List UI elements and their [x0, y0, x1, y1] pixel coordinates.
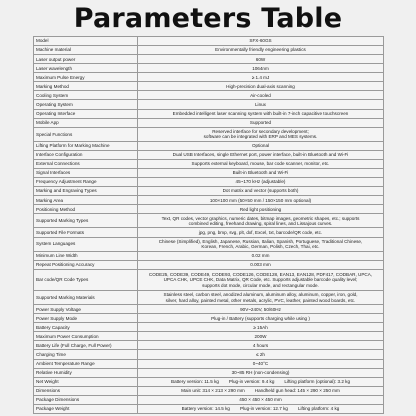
parameter-value [138, 196, 384, 205]
parameter-value [138, 237, 384, 251]
parameter-value-line: 450 × 450 × 450 mm [239, 397, 282, 403]
table-row [34, 341, 384, 350]
table-row [34, 150, 384, 159]
parameter-value [138, 269, 384, 290]
parameter-value-line: combined editing, freehand drawing, spiral lines, and Lissajous curves. [188, 220, 333, 226]
parameter-value-line: Stainless steel, carbon steel, anodized aluminum, aluminum alloy, aluminum, copper, iron, gold, [163, 292, 358, 298]
table-row [34, 73, 384, 82]
parameter-value-line: ≥ 1.4 mJ [251, 74, 270, 80]
parameter-value-line: Dual USB Interfaces, single Ethernet port, power interface, built-in Bluetooth and Wi-Fi [172, 152, 349, 158]
parameter-value-line: UPCA CHK, UPCE CHK, Data Matrix, QR Code, etc. Supports adjustable barcode quality level; [163, 277, 358, 283]
table-row [34, 291, 384, 305]
parameter-value [138, 187, 384, 196]
parameter-value-line: Built-in Bluetooth and Wi-Fi [232, 170, 289, 176]
parameter-value [138, 141, 384, 150]
table-row [34, 64, 384, 73]
parameter-label: Battery Capacity [34, 323, 138, 332]
parameter-label: Net Weight [34, 377, 138, 386]
parameter-label: Power Supply Mode [34, 314, 138, 323]
parameter-value-line: Chinese (Simplified), English, Japanese, Russian, Italian, Spanish, Portuguese, Traditional Chinese, [158, 238, 363, 244]
parameter-value-line: Text, QR codes, vector graphics, numeric dates, bitmap images, geometric shapes, etc.; supports [161, 215, 360, 221]
parameter-value-line: High-precision dual-axis scanning [226, 83, 295, 89]
parameter-value-line: Plug-in version: 9.4 kg [228, 379, 275, 385]
table-row [34, 350, 384, 359]
table-row [34, 314, 384, 323]
parameter-value [138, 368, 384, 377]
table-row [34, 100, 384, 109]
parameter-value-line: ≤ 2h [256, 351, 265, 357]
parameter-value-line: supports dot mode, circular mode, and rectangular mode. [202, 282, 319, 288]
table-row [34, 404, 384, 413]
parameter-label: Special Functions [34, 127, 138, 141]
parameter-value [138, 150, 384, 159]
parameter-value [138, 332, 384, 341]
parameter-label: Marking Area [34, 196, 138, 205]
table-row [34, 55, 384, 64]
table-row [34, 269, 384, 290]
parameter-label: Laser wavelength [34, 64, 138, 73]
parameter-value [138, 109, 384, 118]
parameter-label: Frequency Adjustment Range [34, 178, 138, 187]
parameter-value-line: software can be integrated with ERP and MES systems. [203, 134, 318, 140]
parameter-label: Operating System [34, 100, 138, 109]
parameter-value-line: 0.003 mm [250, 262, 271, 268]
table-row [34, 332, 384, 341]
parameter-value-line: Environmentally friendly engineering plastics [215, 47, 306, 53]
parameter-value-line: Battery version: 14.5 kg [181, 406, 230, 412]
parameter-value [138, 395, 384, 404]
parameter-value-line: Air-cooled [250, 92, 271, 98]
parameter-value-line: Dot matrix and vector (supports both) [222, 188, 299, 194]
parameter-value [138, 168, 384, 177]
table-row [34, 141, 384, 150]
parameter-value-line: ≥ 15Ah [253, 324, 268, 330]
table-row [34, 37, 384, 46]
table-row [34, 395, 384, 404]
parameter-label: Interface Configuration [34, 150, 138, 159]
table-row [34, 359, 384, 368]
parameter-value [138, 377, 384, 386]
parameter-label: Supported File Formats [34, 228, 138, 237]
parameter-value-line: Plug-in / Battery (supports charging while using ) [211, 315, 310, 321]
parameter-value-line: CODE25, CODE39, CODE49, CODE93, CODE126, CODE128, EAN13, EAN128, PDF417, CODBAR, UPCA, [148, 271, 373, 277]
parameter-value-line: 90V~240V, 50/60Hz [240, 306, 281, 312]
parameter-value-line: Optional [251, 143, 270, 149]
parameter-value [138, 260, 384, 269]
parameter-value-line: Reserved interface for secondary development; [212, 128, 309, 134]
parameter-value [138, 341, 384, 350]
parameter-value-line: 60W [255, 56, 266, 62]
table-row [34, 46, 384, 55]
table-row [34, 305, 384, 314]
parameters-table-body [34, 37, 384, 414]
parameter-value [138, 323, 384, 332]
parameters-table-wrap [33, 36, 383, 414]
parameter-value [138, 159, 384, 168]
parameter-label: Mobile App [34, 118, 138, 127]
parameter-label: Package Dimensions [34, 395, 138, 404]
parameter-value-line: Lifting platform: 4 kg [297, 406, 340, 412]
parameter-value [138, 46, 384, 55]
parameter-value-line: 200W [254, 333, 267, 339]
parameter-value [138, 178, 384, 187]
parameter-value [138, 205, 384, 214]
table-row [34, 109, 384, 118]
parameter-value-line: jpg, png, bmp, svg, plt, dxf, Excel, txt, barcode/QR code, etc. [198, 229, 323, 235]
table-row [34, 214, 384, 228]
parameter-value [138, 291, 384, 305]
parameter-value [138, 37, 384, 46]
parameter-label: Ambient Temperature Range [34, 359, 138, 368]
parameter-label: Power Supply Voltage [34, 305, 138, 314]
parameter-value [138, 251, 384, 260]
parameter-value [138, 404, 384, 413]
parameter-label: Cooling System [34, 91, 138, 100]
parameter-label: Dimensions [34, 386, 138, 395]
parameter-value-line: Supported [249, 119, 272, 125]
parameter-label: Repeat Positioning Accuracy [34, 260, 138, 269]
parameter-value [138, 305, 384, 314]
parameter-label: Minimum Line Width [34, 251, 138, 260]
parameter-label: System Languages [34, 237, 138, 251]
table-row [34, 118, 384, 127]
parameter-label: Model [34, 37, 138, 46]
parameter-label: Charging Time [34, 350, 138, 359]
parameter-label: Bar code/QR Code Types [34, 269, 138, 290]
parameter-value-line: Red light positioning [239, 206, 282, 212]
table-row [34, 159, 384, 168]
parameter-label: Maximum Power Consumption [34, 332, 138, 341]
parameter-value [138, 386, 384, 395]
parameter-value [138, 55, 384, 64]
parameter-value-line: Lifting platform (optional): 3.2 kg [284, 379, 350, 385]
parameter-value [138, 91, 384, 100]
table-row [34, 323, 384, 332]
page-title: Parameters Table [73, 3, 343, 34]
parameter-value-line: Embedded intelligent laser scanning system with built-in 7-inch capacitive touchscreen [172, 110, 349, 116]
parameter-label: Positioning Method [34, 205, 138, 214]
parameter-value-line: 4 hours [252, 342, 269, 348]
table-row [34, 237, 384, 251]
table-row [34, 228, 384, 237]
table-row [34, 127, 384, 141]
parameter-label: Supported Marking Types [34, 214, 138, 228]
table-row [34, 196, 384, 205]
parameter-value [138, 73, 384, 82]
parameter-value [138, 228, 384, 237]
parameter-value [138, 350, 384, 359]
parameter-value-line: 0~40°C [252, 360, 269, 366]
parameter-label: Laser output power [34, 55, 138, 64]
parameter-value [138, 359, 384, 368]
parameter-label: Package Weight [34, 404, 138, 413]
parameter-value-line: Plug-in version: 12.7 kg [239, 406, 288, 412]
parameter-label: Marking and Engraving Types [34, 187, 138, 196]
table-row [34, 251, 384, 260]
parameters-table [33, 36, 384, 414]
parameter-value [138, 118, 384, 127]
parameter-label: Battery Life (Full Charge, Full Power) [34, 341, 138, 350]
parameter-value [138, 100, 384, 109]
parameter-label: Lifting Platform for Marking Machine [34, 141, 138, 150]
table-row [34, 82, 384, 91]
table-row [34, 260, 384, 269]
parameter-value-line: 45~170 kHz (adjustable) [235, 179, 286, 185]
parameter-label: Maximum Pulse Energy [34, 73, 138, 82]
parameter-value-line: silver, hard alloy, painted metal, other metals, acrylic, PVC, leather, painted wood boards, etc. [165, 297, 356, 303]
table-row [34, 178, 384, 187]
table-row [34, 187, 384, 196]
parameter-value-line: 1064nm [252, 65, 269, 71]
table-row [34, 368, 384, 377]
parameter-value-line: Handheld gun head: 145 × 290 × 250 mm [254, 388, 340, 394]
parameter-label: Signal Interfaces [34, 168, 138, 177]
parameter-value-line: Main unit: 314 × 213 × 290 mm [181, 388, 245, 394]
parameter-label: Supported Marking Materials [34, 291, 138, 305]
parameter-label: Machine material [34, 46, 138, 55]
parameter-value-line: Supports external keyboard, mouse, bar code scanner, monitor, etc. [191, 161, 330, 167]
parameter-label: Marking Method [34, 82, 138, 91]
parameter-label: Operating Interface [34, 109, 138, 118]
parameter-value-line: 100×100 mm (50×50 mm / 150×150 mm optional) [209, 197, 312, 203]
table-row [34, 168, 384, 177]
parameter-value-line: Linux [255, 101, 266, 107]
parameter-value-line: Battery version: 11.5 kg [171, 379, 219, 385]
parameter-label: External Connections [34, 159, 138, 168]
parameter-value-line: 0.02 mm [251, 253, 270, 259]
table-row [34, 205, 384, 214]
parameter-value-line: 30~85 RH (non-condensing) [231, 370, 290, 375]
table-row [34, 91, 384, 100]
parameter-value [138, 82, 384, 91]
parameter-value [138, 64, 384, 73]
parameter-value [138, 314, 384, 323]
parameter-value [138, 214, 384, 228]
parameter-label: Relative Humidity [34, 368, 138, 377]
parameter-value [138, 127, 384, 141]
table-row [34, 377, 384, 386]
parameter-value-line: Korean, French, Arabic, German, Polish, Czech, Thai, etc. [201, 244, 320, 250]
table-row [34, 386, 384, 395]
parameter-value-line: SFX-60GS [249, 38, 272, 44]
